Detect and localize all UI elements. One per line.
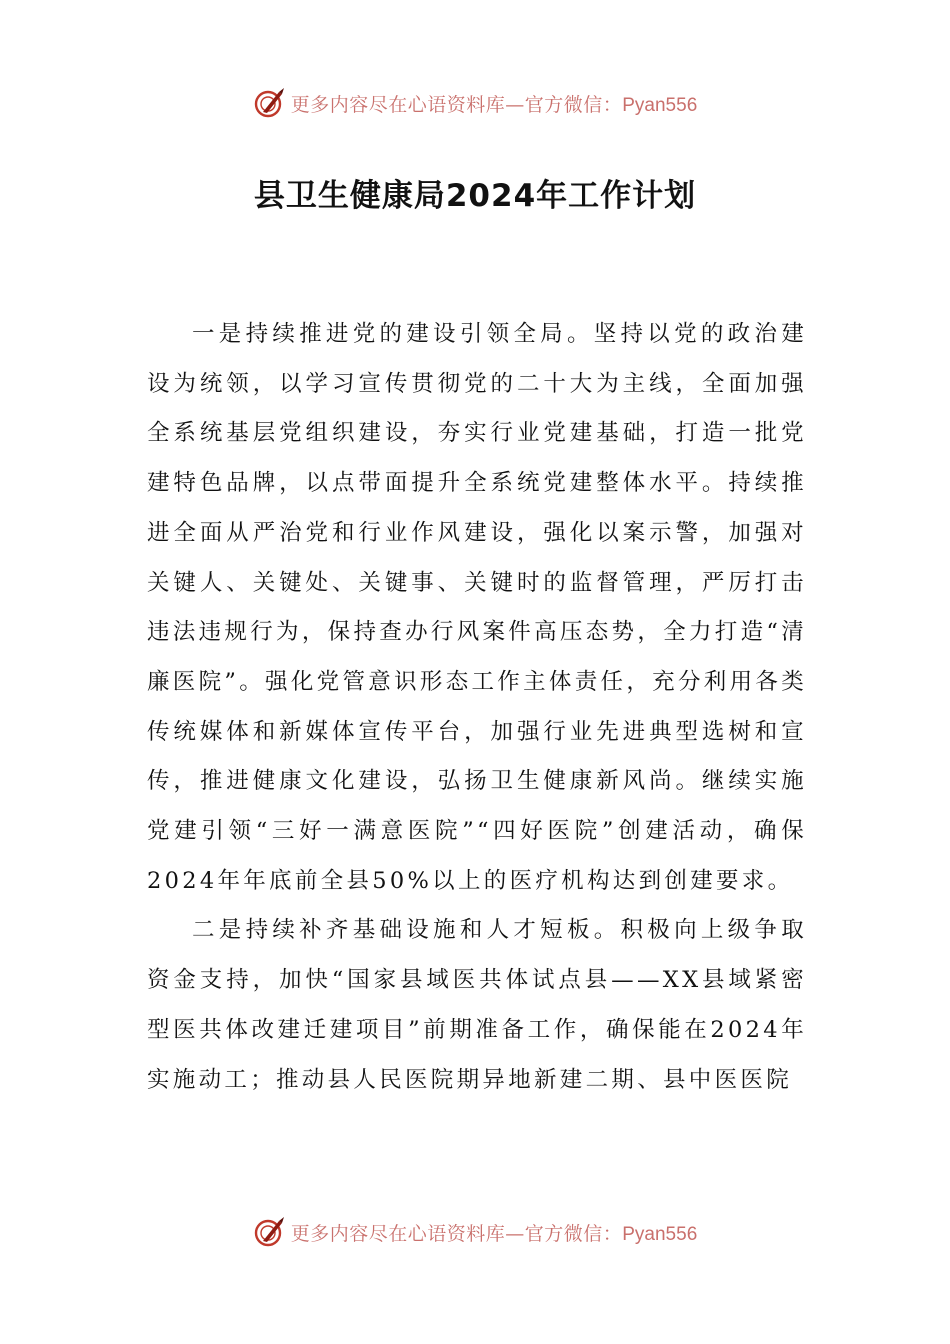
document-body (147, 310, 807, 1105)
paragraph-infrastructure: 二是持续补齐基础设施和人才短板。积极向上级争取资金支持，加快“国家县域医共体试点县——XX县域紧密型医共体改建迁建项目”前期准备工作，确保能在2024年实施动工；推动县人民医院期异地新建二期、县中医医院 (147, 917, 807, 1093)
document-title: 县卫生健康局2024年工作计划 (253, 178, 697, 214)
watermark-text: 更多内容尽在心语资料库—官方微信：Pyan556 (290, 93, 698, 116)
watermark-text: 更多内容尽在心语资料库—官方微信：Pyan556 (290, 1222, 698, 1245)
watermark-wechat-id: Pyan556 (622, 1223, 698, 1245)
paragraph-party-building: 一是持续推进党的建设引领全局。坚持以党的政治建设为统领，以学习宣传贯彻党的二十大为主线，全面加强全系统基层党组织建设，夯实行业党建基础，打造一批党建特色品牌，以点带面提升全系统党建整体水平。持续推进全面从严治党和行业作风建设，强化以案示警，加强对关键人、关键处、关键事、关键时的监督管理，严厉打击违法违规行为，保持查办行风案件高压态势，全力打造“清廉医院”。强化党管意识形态工作主体责任，充分利用各类传统媒体和新媒体宣传平台，加强行业先进典型选树和宣传，推进健康文化建设，弘扬卫生健康新风尚。继续实施党建引领“三好一满意医院”“四好医院”创建活动，确保2024年年底前全县50%以上的医疗机构达到创建要求。 (147, 321, 807, 894)
watermark-wechat-id: Pyan556 (622, 94, 698, 116)
quill-seal-icon (253, 1215, 287, 1249)
quill-seal-icon (253, 86, 287, 120)
header-watermark (0, 83, 950, 123)
footer-watermark (0, 1212, 950, 1252)
